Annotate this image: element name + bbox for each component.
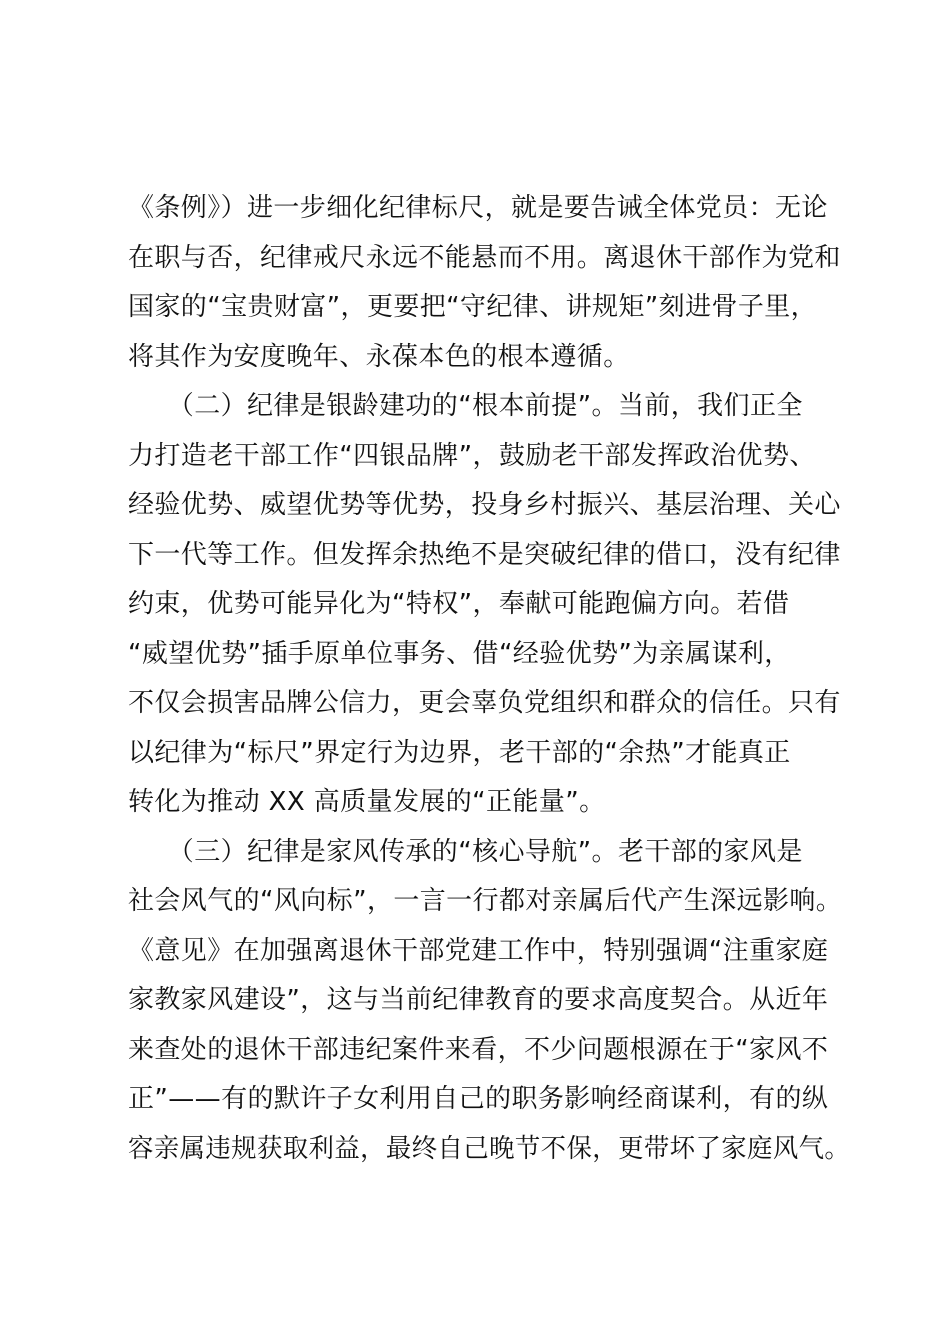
text-line: 容亲属违规获取利益，最终自己晚节不保，更带坏了家庭风气。 xyxy=(128,1133,851,1164)
text-line: 家教家风建设”，这与当前纪律教育的要求高度契合。从近年 xyxy=(128,985,829,1015)
text-line: 在职与否，纪律戒尺永远不能悬而不用。离退休干部作为党和 xyxy=(128,242,841,273)
text-line: 约束，优势可能异化为“特权”，奉献可能跑偏方向。若借 xyxy=(128,589,790,619)
text-line: 《条例》）进一步细化纪律标尺，就是要告诫全体党员：无论 xyxy=(128,193,828,223)
text-line: 力打造老干部工作“四银品牌”，鼓励老干部发挥政治优势、 xyxy=(128,440,816,471)
text-line: 不仅会损害品牌公信力，更会辜负党组织和群众的信任。只有 xyxy=(128,688,841,718)
text-line: 经验优势、威望优势等优势，投身乡村振兴、基层治理、关心 xyxy=(128,490,841,520)
text-line: “威望优势”插手原单位事务、借“经验优势”为亲属谋利， xyxy=(128,638,791,669)
text-line: （二）纪律是银龄建功的“根本前提”。当前，我们正全 xyxy=(128,391,803,421)
body-text xyxy=(128,184,851,1174)
text-line: 社会风气的“风向标”，一言一行都对亲属后代产生深远影响。 xyxy=(128,886,843,916)
text-line: 国家的“宝贵财富”，更要把“守纪律、讲规矩”刻进骨子里， xyxy=(128,292,818,322)
text-line: 将其作为安度晚年、永葆本色的根本遵循。 xyxy=(128,341,630,372)
text-line: 转化为推动 XX 高质量发展的“正能量”。 xyxy=(128,787,606,817)
text-line: 来查处的退休干部违纪案件来看，不少问题根源在于“家风不 xyxy=(128,1034,829,1065)
text-line: 正”——有的默许子女利用自己的职务影响经商谋利，有的纵 xyxy=(128,1084,829,1114)
text-line: 以纪律为“标尺”界定行为边界，老干部的“余热”才能真正 xyxy=(128,737,791,768)
text-line: （三）纪律是家风传承的“核心导航”。老干部的家风是 xyxy=(128,836,803,867)
text-line: 《意见》在加强离退休干部党建工作中，特别强调“注重家庭 xyxy=(128,935,829,966)
text-line: 下一代等工作。但发挥余热绝不是突破纪律的借口，没有纪律 xyxy=(128,539,841,570)
